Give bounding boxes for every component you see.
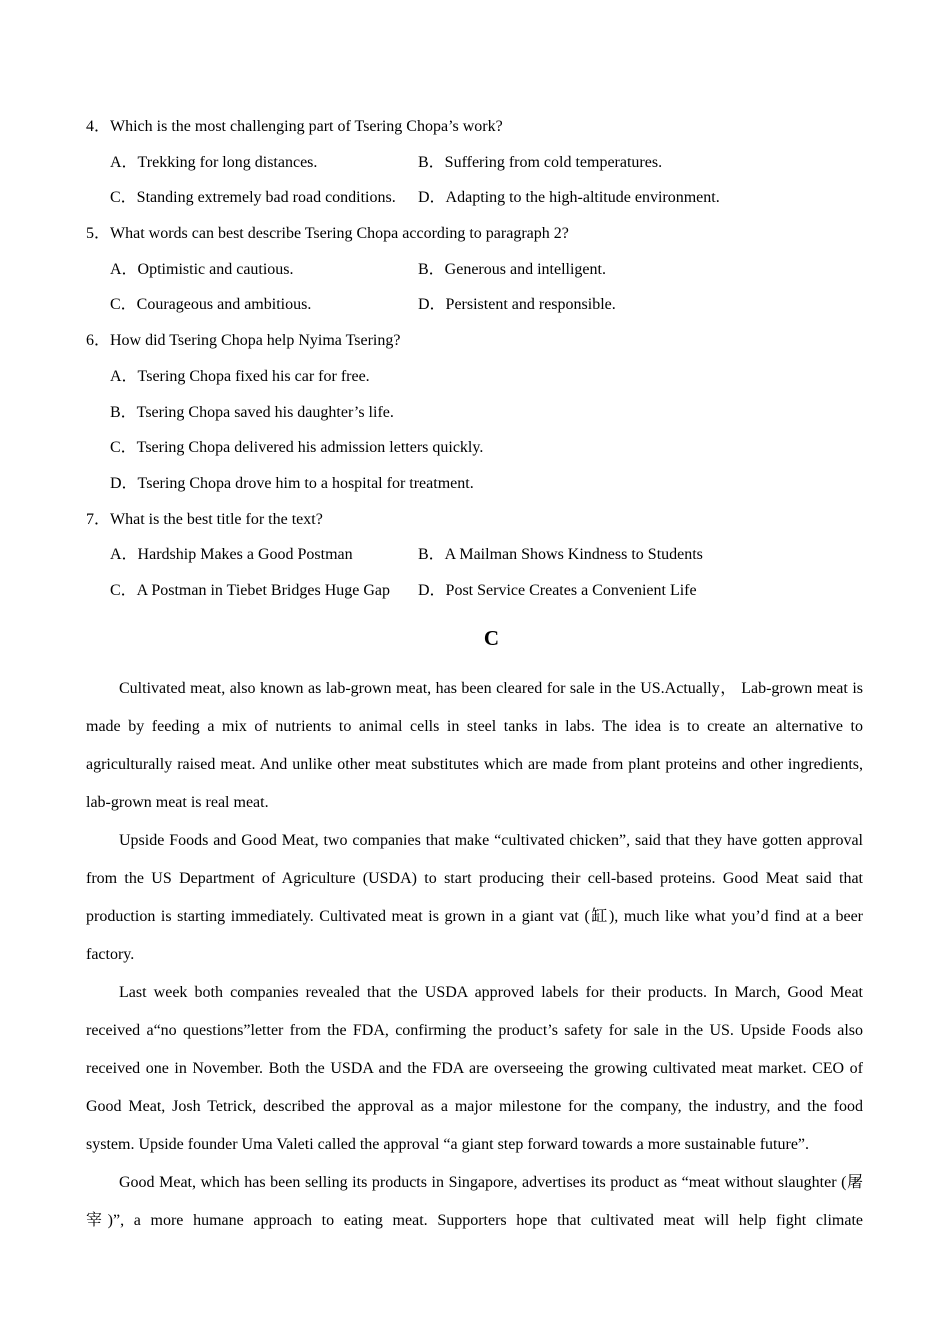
question-7-options-row-1	[86, 537, 866, 573]
paragraph-4: Good Meat, which has been selling its products in Singapore, advertises its product as “meat without slaughter (屠宰)”, a more humane approach to eating meat. Supporters hope that cultivated meat will help fight climate	[86, 1174, 864, 1229]
questions-section	[86, 109, 866, 609]
option-a: A．Tsering Chopa fixed his car for free.	[110, 367, 370, 385]
option-b: B．Tsering Chopa saved his daughter’s life.	[110, 403, 394, 421]
question-4-options-row-1	[86, 145, 866, 181]
question-7-options-row-2	[86, 573, 866, 609]
option-c: C．Courageous and ambitious.	[110, 296, 312, 314]
question-7-stem: 7．What is the best title for the text?	[86, 510, 323, 528]
reading-passage	[86, 670, 863, 1240]
option-a: A．Optimistic and cautious.	[110, 260, 294, 278]
question-5-options-row-2	[86, 287, 866, 323]
option-b: B．Suffering from cold temperatures.	[418, 153, 663, 171]
option-d: D．Persistent and responsible.	[418, 296, 616, 314]
option-d: D．Adapting to the high-altitude environment.	[418, 189, 720, 207]
question-5-stem: 5．What words can best describe Tsering Chopa according to paragraph 2?	[86, 225, 569, 243]
option-b: B．A Mailman Shows Kindness to Students	[418, 546, 703, 564]
question-4-options-row-2	[86, 180, 866, 216]
paragraph-3: Last week both companies revealed that the USDA approved labels for their products. In March, Good Meat received a“no questions”letter from the FDA, confirming the product’s safety for sale in the US. Upside Foods also received one in November. Both the USDA and the FDA are overseeing the growing cultivated meat market. CEO of Good Meat, Josh Tetrick, described the approval as a major milestone for the company, the industry, and the food system. Upside founder Uma Valeti called the approval “a giant step forward towards a more sustainable future”.	[86, 984, 863, 1153]
option-a: A．Trekking for long distances.	[110, 153, 318, 171]
option-c: C．Tsering Chopa delivered his admission letters quickly.	[110, 439, 484, 457]
option-c: C．A Postman in Tiebet Bridges Huge Gap	[110, 581, 391, 599]
option-d: D．Post Service Creates a Convenient Life	[418, 581, 697, 599]
option-c: C．Standing extremely bad road conditions.	[110, 189, 396, 207]
question-6-stem: 6．How did Tsering Chopa help Nyima Tsering?	[86, 332, 401, 350]
option-a: A．Hardship Makes a Good Postman	[110, 546, 353, 564]
question-5-options-row-1	[86, 252, 866, 288]
option-b: B．Generous and intelligent.	[418, 260, 606, 278]
question-4-stem: 4．Which is the most challenging part of Tsering Chopa’s work?	[86, 118, 503, 135]
section-title: C	[483, 626, 500, 650]
option-d: D．Tsering Chopa drove him to a hospital for treatment.	[110, 474, 474, 492]
paragraph-1: Cultivated meat, also known as lab-grown meat, has been cleared for sale in the US.Actually， Lab-grown meat is made by feeding a mix of nutrients to animal cells in steel tanks in labs. The idea is to create an alternative to agriculturally raised meat. And unlike other meat substitutes which are made from plant proteins and other ingredients, lab-grown meat is real meat.	[86, 680, 863, 811]
paragraph-2: Upside Foods and Good Meat, two companies that make “cultivated chicken”, said that they have gotten approval from the US Department of Agriculture (USDA) to start producing their cell-based proteins. Good Meat said that production is starting immediately. Cultivated meat is grown in a giant vat (缸), much like what you’d find at a beer factory.	[86, 832, 863, 963]
